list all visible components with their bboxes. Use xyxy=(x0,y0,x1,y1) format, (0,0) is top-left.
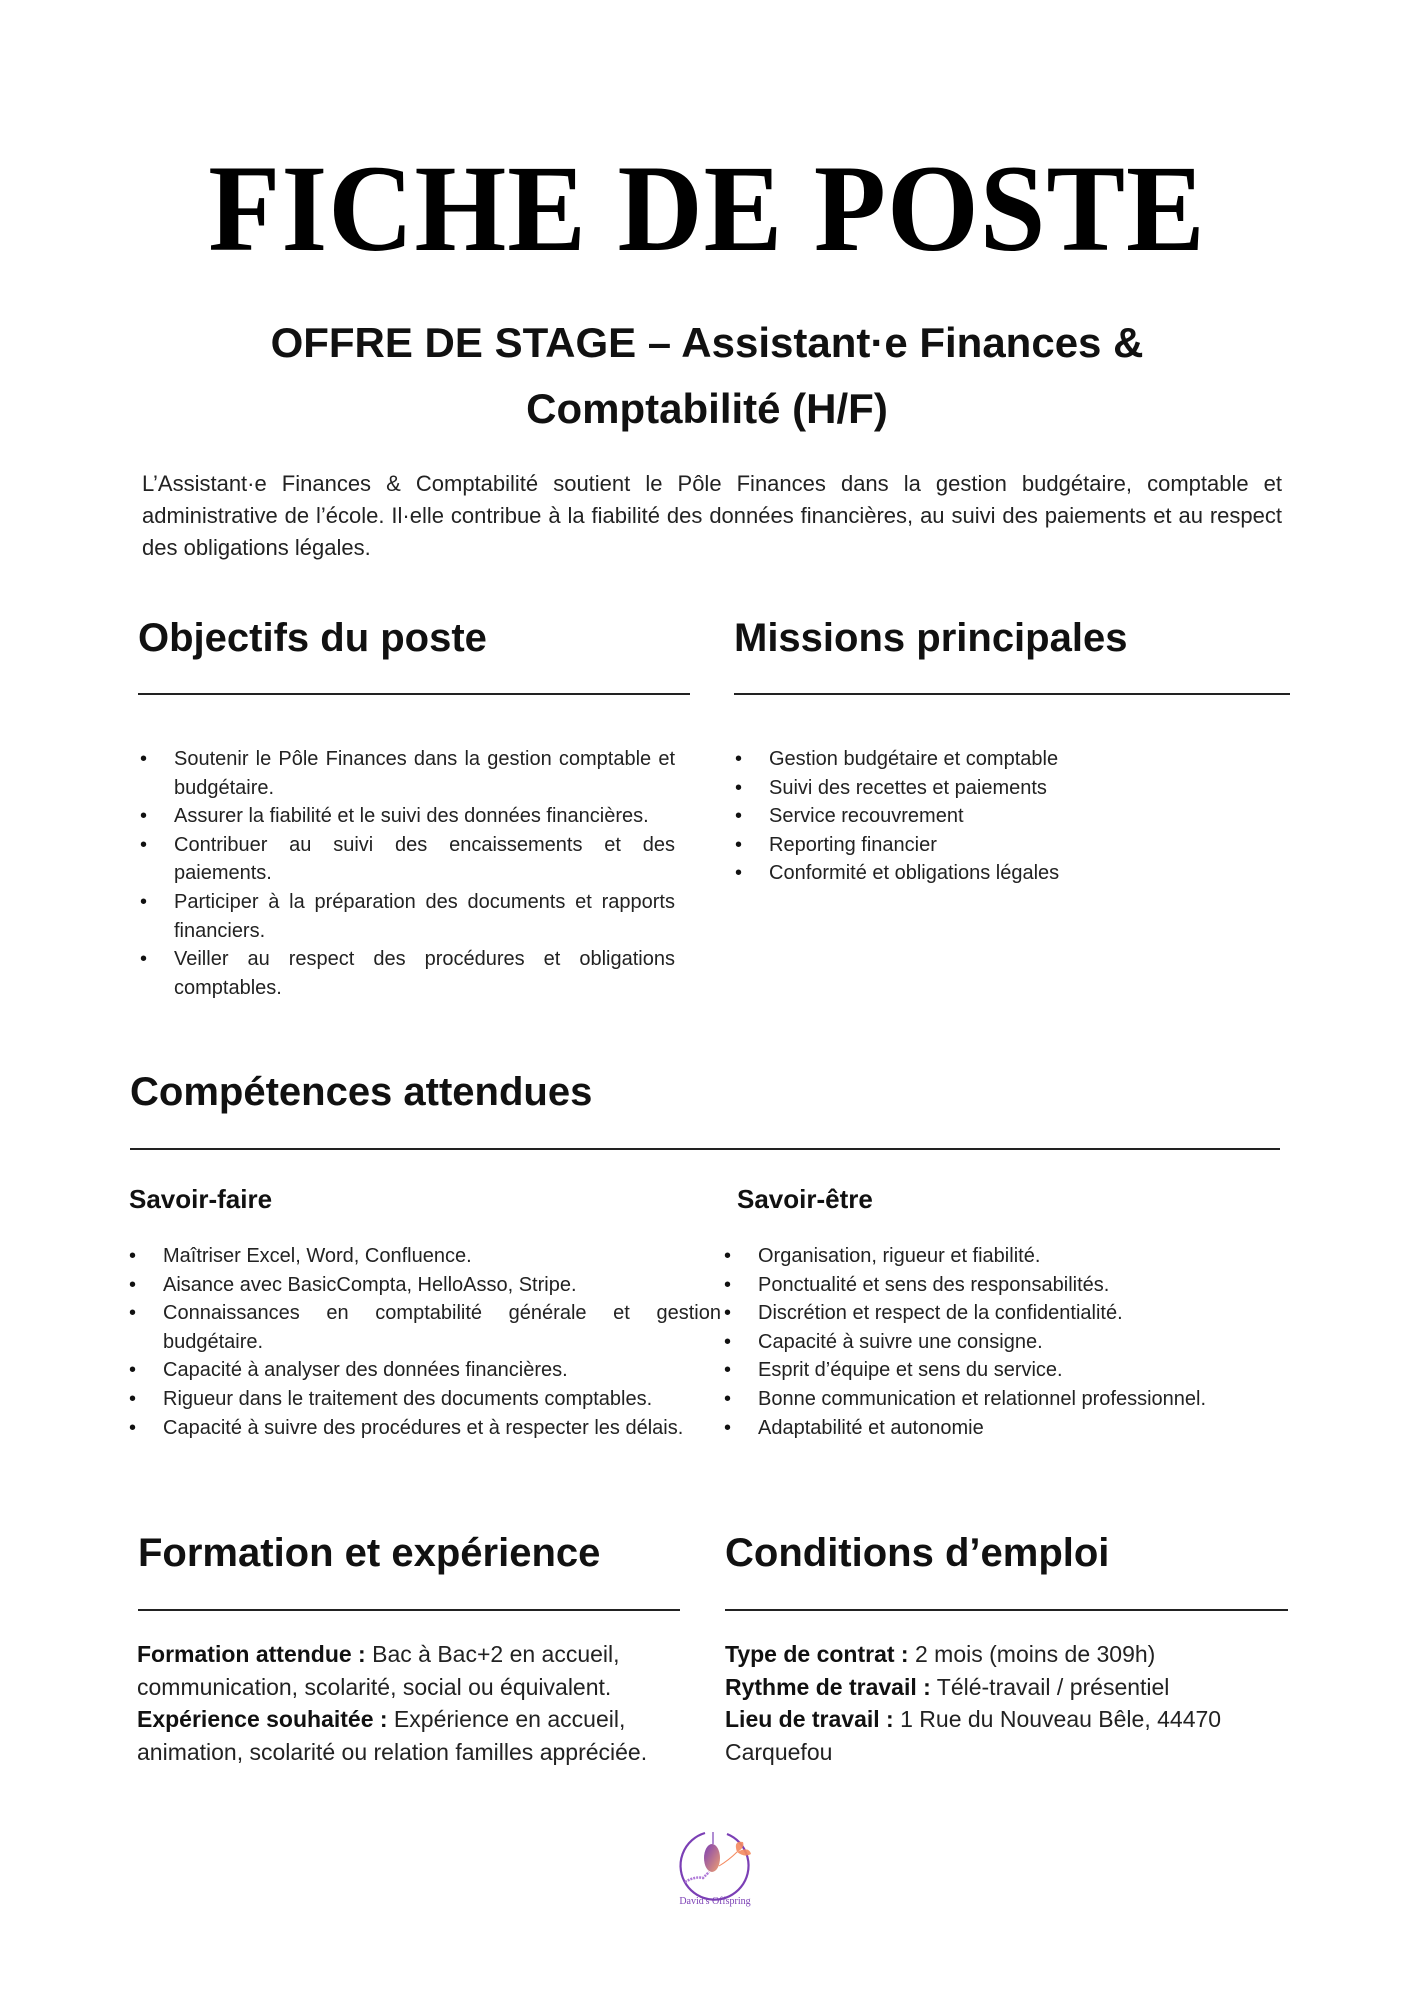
formation-divider xyxy=(138,1609,680,1611)
type-contrat xyxy=(725,1638,1255,1671)
subtitle-line-2: Comptabilité (H/F) xyxy=(526,385,888,432)
objectifs-divider xyxy=(138,693,690,695)
company-logo xyxy=(665,1820,765,1920)
list-item: • Capacité à analyser des données financières. xyxy=(163,1356,721,1385)
rythme-label: Rythme de travail : xyxy=(725,1673,931,1700)
rythme-travail xyxy=(725,1671,1255,1704)
list-item: • Service recouvrement xyxy=(769,802,1289,831)
list-item: • Esprit d’équipe et sens du service. xyxy=(758,1356,1318,1385)
caterpillar-icon xyxy=(685,1872,709,1882)
job-subtitle xyxy=(150,310,1264,442)
lieu-travail xyxy=(725,1703,1255,1768)
list-item: • Reporting financier xyxy=(769,831,1289,860)
experience-label: Expérience souhaitée : xyxy=(137,1706,388,1732)
list-item: • Capacité à suivre des procédures et à respecter les délais. xyxy=(163,1414,721,1443)
conditions-paragraph xyxy=(725,1638,1255,1768)
list-item: • Connaissances en comptabilité générale et gestion budgétaire. xyxy=(163,1299,721,1356)
list-item: • Organisation, rigueur et fiabilité. xyxy=(758,1242,1318,1271)
subtitle-line-1: OFFRE DE STAGE – Assistant·e Finances & xyxy=(270,319,1144,366)
savoir-etre-list xyxy=(721,1242,1318,1442)
list-item: • Suivi des recettes et paiements xyxy=(769,774,1289,803)
experience-value: Expérience en accueil, animation, scolarité ou relation familles appréciée. xyxy=(137,1706,648,1765)
lieu-value: 1 Rue du Nouveau Bêle, 44470 Carquefou xyxy=(725,1706,1222,1765)
objectifs-heading: Objectifs du poste xyxy=(138,616,487,660)
missions-heading: Missions principales xyxy=(734,616,1128,660)
list-item: • Ponctualité et sens des responsabilités. xyxy=(758,1271,1318,1300)
conditions-heading: Conditions d’emploi xyxy=(725,1531,1110,1575)
list-item: • Adaptabilité et autonomie xyxy=(758,1414,1318,1443)
rythme-value: Télé-travail / présentiel xyxy=(930,1673,1170,1700)
page-title: FICHE DE POSTE xyxy=(208,139,1206,278)
lieu-label: Lieu de travail : xyxy=(725,1706,894,1732)
formation-attendue xyxy=(137,1638,712,1703)
list-item: • Soutenir le Pôle Finances dans la gestion comptable et budgétaire. xyxy=(174,745,675,802)
list-item: • Rigueur dans le traitement des documents comptables. xyxy=(163,1385,721,1414)
missions-list xyxy=(732,745,1289,888)
list-item: • Aisance avec BasicCompta, HelloAsso, Stripe. xyxy=(163,1271,721,1300)
formation-paragraph xyxy=(137,1638,712,1768)
butterfly-trail xyxy=(719,1852,737,1866)
savoir-etre-heading: Savoir-être xyxy=(737,1184,873,1214)
list-item: • Maîtriser Excel, Word, Confluence. xyxy=(163,1242,721,1271)
list-item: • Participer à la préparation des documents et rapports financiers. xyxy=(174,888,675,945)
formation-label: Formation attendue : xyxy=(137,1641,366,1667)
contrat-label: Type de contrat : xyxy=(725,1641,909,1667)
list-item: • Discrétion et respect de la confidentialité. xyxy=(758,1299,1318,1328)
missions-divider xyxy=(734,693,1290,695)
savoir-faire-heading: Savoir-faire xyxy=(129,1184,273,1214)
list-item: • Conformité et obligations légales xyxy=(769,859,1289,888)
savoir-faire-list xyxy=(126,1242,721,1442)
logo-text: David's Offspring xyxy=(679,1896,751,1907)
list-item: • Capacité à suivre une consigne. xyxy=(758,1328,1318,1357)
list-item: • Gestion budgétaire et comptable xyxy=(769,745,1289,774)
contrat-value: 2 mois (moins de 309h) xyxy=(908,1641,1156,1667)
list-item: • Contribuer au suivi des encaissements et des paiements. xyxy=(174,831,675,888)
chrysalis-icon xyxy=(704,1844,720,1872)
list-item: • Bonne communication et relationnel professionnel. xyxy=(758,1385,1318,1414)
competences-divider xyxy=(130,1148,1280,1150)
objectifs-list xyxy=(137,745,675,1002)
formation-heading: Formation et expérience xyxy=(138,1531,601,1575)
intro-paragraph: L’Assistant·e Finances & Comptabilité soutient le Pôle Finances dans la gestion budgétaire, comptable et administrative de l’école. Il·elle contribue à la fiabilité des données financières, au suivi des paiements et au respect des obligations légales. xyxy=(142,471,1282,560)
list-item: • Veiller au respect des procédures et obligations comptables. xyxy=(174,945,675,1002)
formation-value: Bac à Bac+2 en accueil, communication, scolarité, social ou équivalent. xyxy=(137,1641,620,1700)
conditions-divider xyxy=(725,1609,1288,1611)
experience-souhaitee xyxy=(137,1703,712,1768)
list-item: • Assurer la fiabilité et le suivi des données financières. xyxy=(174,802,675,831)
competences-heading: Compétences attendues xyxy=(130,1070,593,1114)
